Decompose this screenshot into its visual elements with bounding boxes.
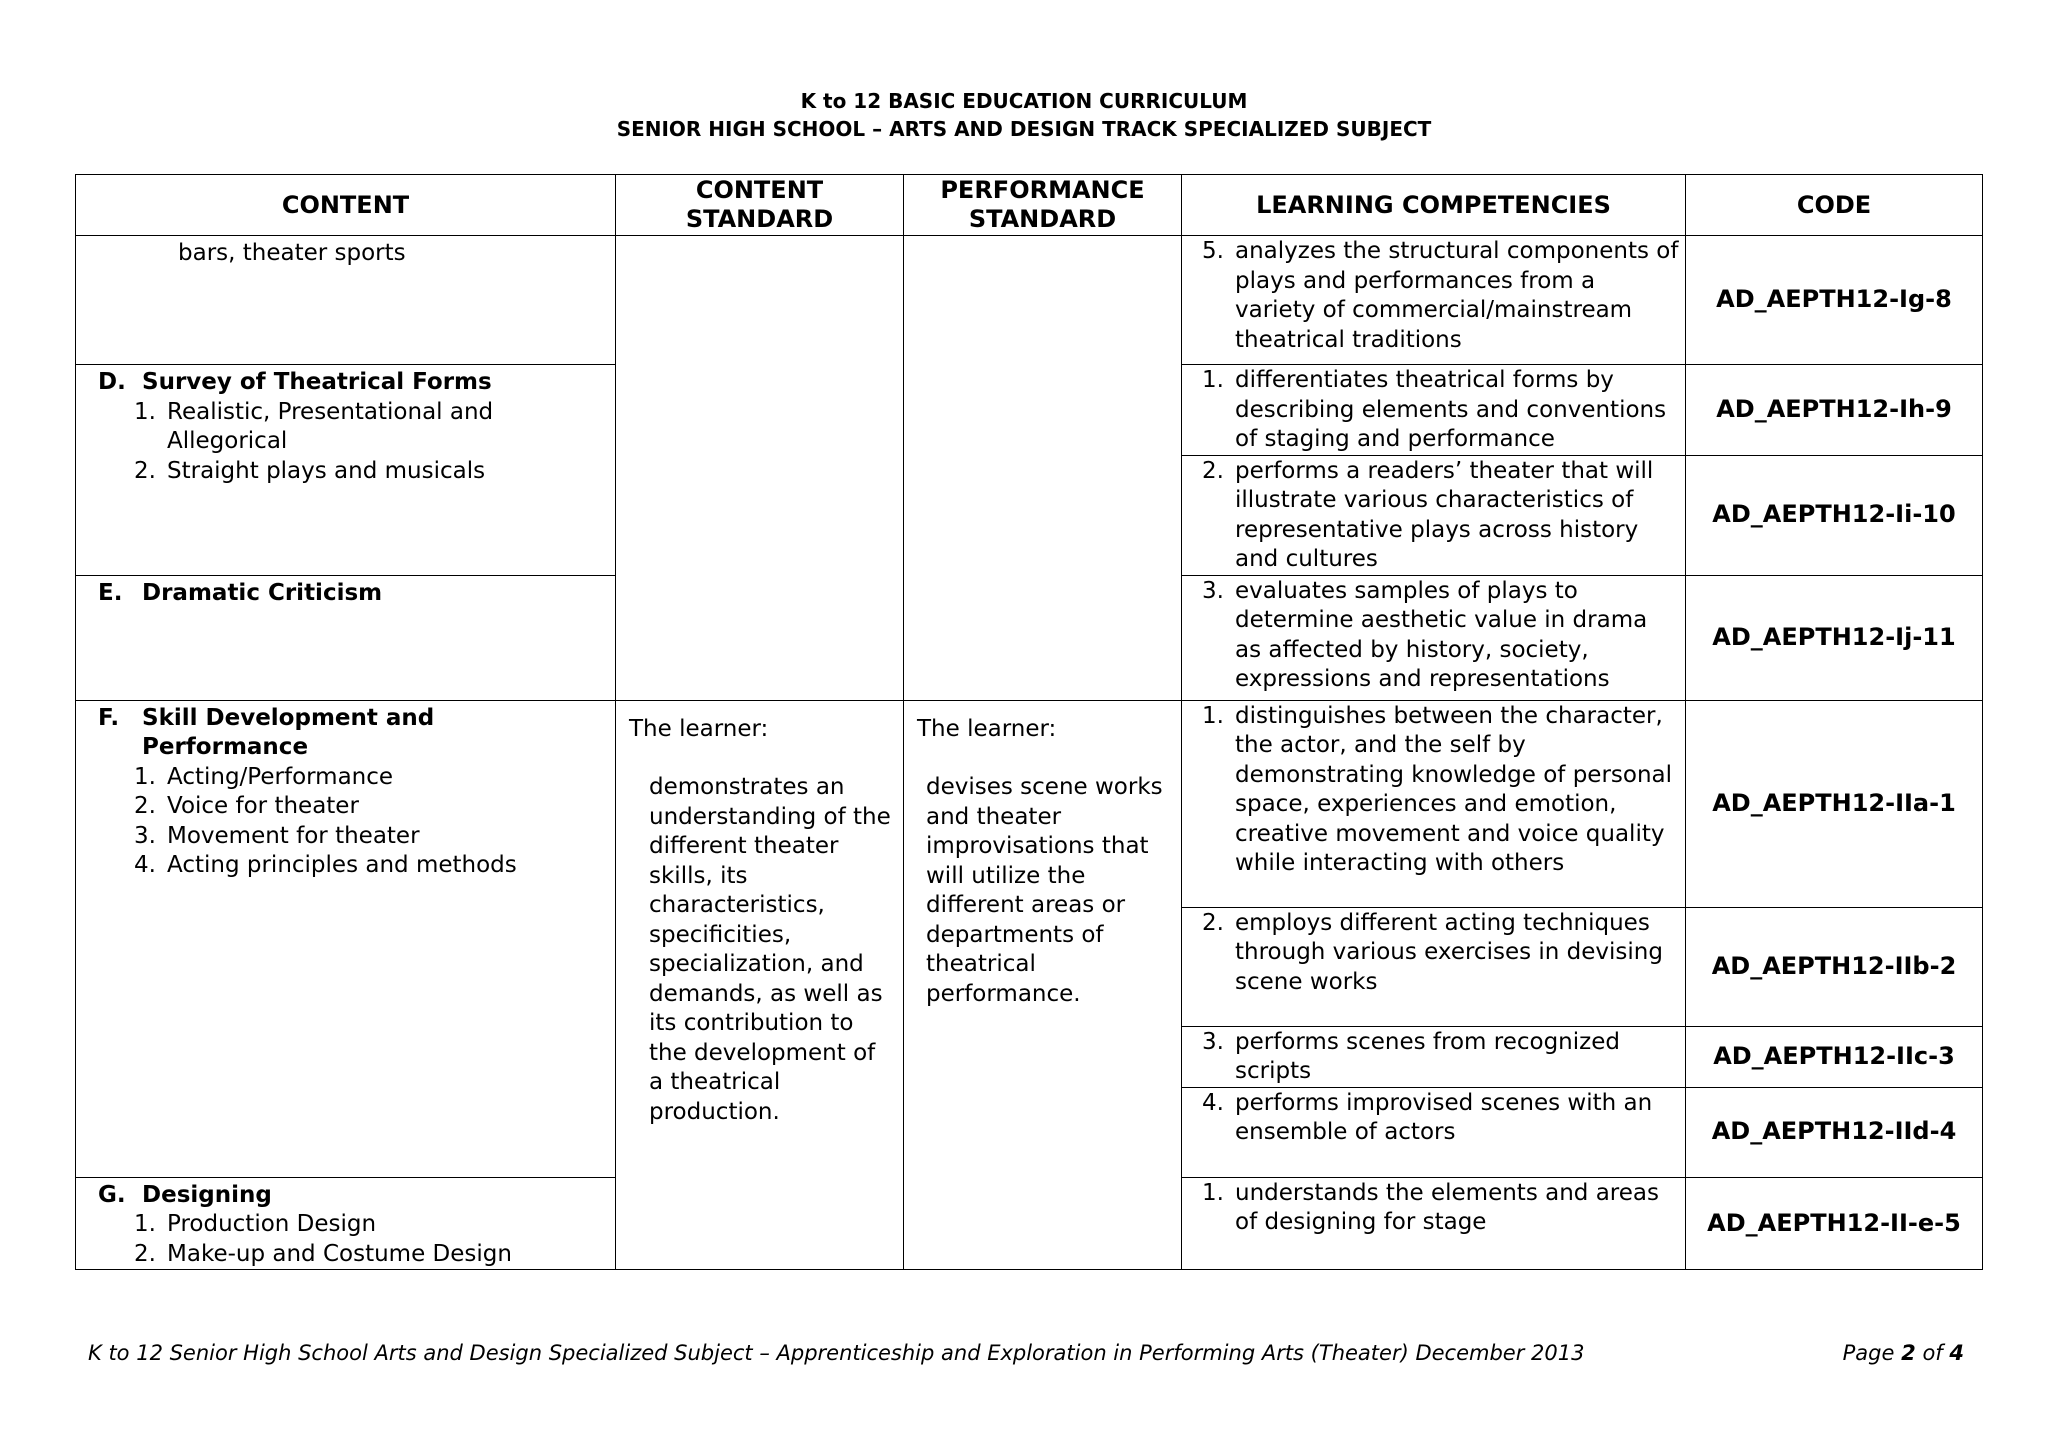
content-cell: D. Survey of Theatrical Forms 1. Realistic, Presentational and Allegorical 2. Straight plays and musicals — [76, 365, 616, 576]
list-item: Production Design — [167, 1211, 377, 1237]
list-item: Voice for theater — [167, 793, 359, 819]
code-cell: AD_AEPTH12-IIa-1 — [1686, 700, 1983, 907]
col-header-code: CODE — [1686, 175, 1983, 236]
competency-text: evaluates samples of plays to determine aesthetic value in drama as affected by history, society, expressions and representations — [1235, 577, 1648, 692]
competency-text: analyzes the structural components of plays and performances from a variety of commercial/mainstream theatrical traditions — [1235, 238, 1679, 353]
competency-text: performs a readers’ theater that will illustrate various characteristics of representative plays across history and cultures — [1235, 457, 1654, 572]
col-header-performance-standard: PERFORMANCE STANDARD — [904, 175, 1182, 236]
content-standard-cell-empty — [616, 236, 904, 701]
content-cell: F. Skill Development and Performance 1. Acting/Performance 2. Voice for theater 3. Movement for theater 4. Acting principles and methods — [76, 700, 616, 1177]
page-number: Page 2 of 4 — [1842, 1341, 1964, 1365]
list-item: Movement for theater — [167, 822, 420, 849]
competency-text: performs scenes from recognized scripts — [1235, 1028, 1620, 1084]
section-title: Designing — [142, 1181, 272, 1208]
content-standard-cell — [616, 700, 904, 1270]
competency-text: performs improvised scenes with an ensemble of actors — [1235, 1089, 1653, 1145]
competency-cell: 1. differentiates theatrical forms by describing elements and conventions of staging and performance — [1182, 365, 1686, 456]
code-cell: AD_AEPTH12-II-e-5 — [1686, 1177, 1983, 1270]
content-cell — [76, 236, 616, 365]
content-standard-text: demonstrates an understanding of the different theater skills, its characteristics, specificities, specialization, and demands, as well as its contribution to the development of a theatrical production. — [649, 774, 891, 1125]
code-cell: AD_AEPTH12-Ii-10 — [1686, 455, 1983, 575]
content-cell: E. Dramatic Criticism — [76, 575, 616, 700]
competency-text: understands the elements and areas of designing for stage — [1235, 1179, 1659, 1235]
col-header-competencies: LEARNING COMPETENCIES — [1182, 175, 1686, 236]
code-cell: AD_AEPTH12-Ig-8 — [1686, 236, 1983, 365]
competency-cell: 2. performs a readers’ theater that will illustrate various characteristics of representative plays across history and cultures — [1182, 455, 1686, 575]
code-cell: AD_AEPTH12-Ij-11 — [1686, 575, 1983, 700]
competency-text: employs different acting techniques through various exercises in devising scene works — [1235, 909, 1663, 995]
code-cell: AD_AEPTH12-IIb-2 — [1686, 907, 1983, 1026]
competency-cell: 1. distinguishes between the character, the actor, and the self by demonstrating knowledge of personal space, experiences and emotion, creative movement and voice quality while interacting with others — [1182, 700, 1686, 907]
table-row — [76, 236, 1983, 365]
col-header-content: CONTENT — [76, 175, 616, 236]
table-header-row — [76, 175, 1983, 236]
content-text: bars, theater sports — [178, 240, 406, 266]
table-row — [76, 700, 1983, 907]
content-cell: G. Designing 1. Production Design 2. Make-up and Costume Design — [76, 1177, 616, 1270]
code-cell: AD_AEPTH12-IId-4 — [1686, 1087, 1983, 1177]
footer-text: K to 12 Senior High School Arts and Design Specialized Subject – Apprenticeship and Exploration in Performing Arts (Theater) December 2013 — [88, 1341, 1585, 1365]
document-subtitle: SENIOR HIGH SCHOOL – ARTS AND DESIGN TRACK SPECIALIZED SUBJECT — [616, 117, 1432, 141]
section-title: Skill Development and Performance — [142, 704, 435, 760]
competency-cell: 3. performs scenes from recognized scripts — [1182, 1026, 1686, 1087]
competency-cell: 5. analyzes the structural components of plays and performances from a variety of commercial/mainstream theatrical traditions — [1182, 236, 1686, 365]
section-title: Dramatic Criticism — [142, 579, 383, 606]
col-header-content-standard: CONTENT STANDARD — [616, 175, 904, 236]
performance-standard-cell — [904, 700, 1182, 1270]
list-item: Straight plays and musicals — [167, 457, 486, 484]
section-title: Survey of Theatrical Forms — [142, 369, 492, 395]
competency-text: distinguishes between the character, the actor, and the self by demonstrating knowledge of personal space, experiences and emotion, creative movement and voice quality while interacting with others — [1235, 702, 1673, 876]
performance-standard-text: devises scene works and theater improvisations that will utilize the different areas or departments of theatrical performance. — [926, 774, 1163, 1007]
document-title: K to 12 BASIC EDUCATION CURRICULUM — [800, 89, 1248, 113]
code-cell: AD_AEPTH12-Ih-9 — [1686, 365, 1983, 456]
competency-cell: 1. understands the elements and areas of designing for stage — [1182, 1177, 1686, 1270]
list-item: Make-up and Costume Design — [167, 1240, 512, 1267]
list-item: Acting/Performance — [167, 763, 394, 790]
performance-standard-cell-empty — [904, 236, 1182, 701]
competency-cell: 3. evaluates samples of plays to determine aesthetic value in drama as affected by history, society, expressions and representations — [1182, 575, 1686, 700]
list-item: Realistic, Presentational and Allegorical — [167, 398, 494, 454]
competency-text: differentiates theatrical forms by describing elements and conventions of staging and performance — [1235, 367, 1667, 452]
competency-cell: 2. employs different acting techniques through various exercises in devising scene works — [1182, 907, 1686, 1026]
content-standard-intro: The learner: — [629, 715, 769, 742]
competency-cell: 4. performs improvised scenes with an ensemble of actors — [1182, 1087, 1686, 1177]
curriculum-table — [75, 174, 1983, 1270]
list-item: Acting principles and methods — [167, 852, 517, 878]
code-cell: AD_AEPTH12-IIc-3 — [1686, 1026, 1983, 1087]
performance-standard-intro: The learner: — [917, 715, 1057, 742]
